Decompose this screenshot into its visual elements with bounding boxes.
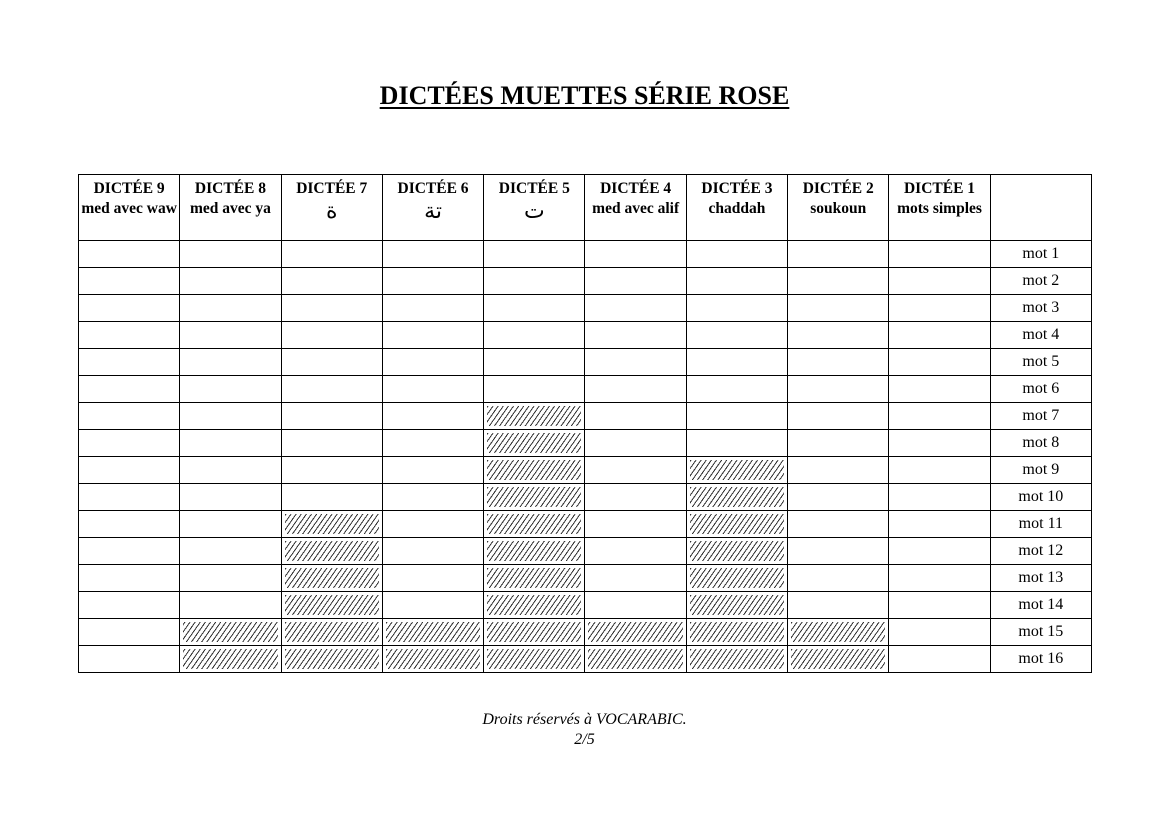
- answer-cell: [382, 322, 483, 349]
- answer-cell: [585, 592, 686, 619]
- hatched-cell: [484, 457, 585, 484]
- answer-cell: [79, 268, 180, 295]
- answer-cell: [585, 484, 686, 511]
- column-title: DICTÉE 4: [600, 180, 672, 197]
- hatch-pattern: [282, 538, 382, 564]
- hatch-pattern: [484, 457, 584, 483]
- answer-cell: [281, 430, 382, 457]
- column-subtitle: med avec alif: [592, 200, 680, 217]
- hatch-pattern: [282, 565, 382, 591]
- table-row: [79, 619, 1092, 646]
- hatch-pattern: [687, 646, 787, 672]
- hatched-cell: [686, 646, 787, 673]
- hatch-pattern: [484, 565, 584, 591]
- hatched-cell: [686, 484, 787, 511]
- hatch-pattern: [282, 619, 382, 645]
- answer-cell: [180, 565, 281, 592]
- column-header: [79, 175, 180, 241]
- answer-cell: [889, 646, 990, 673]
- hatched-cell: [382, 619, 483, 646]
- answer-cell: [889, 322, 990, 349]
- rights-notice: Droits réservés à VOCARABIC.: [482, 711, 687, 728]
- hatch-pattern: [282, 646, 382, 672]
- answer-cell: [889, 619, 990, 646]
- answer-cell: [79, 619, 180, 646]
- hatched-cell: [585, 646, 686, 673]
- column-subtitle: med avec ya: [189, 200, 271, 217]
- answer-cell: [686, 403, 787, 430]
- answer-cell: [382, 538, 483, 565]
- hatch-pattern: [687, 538, 787, 564]
- answer-cell: [79, 376, 180, 403]
- answer-cell: [788, 349, 889, 376]
- row-label: mot 8: [990, 430, 1091, 457]
- hatched-cell: [281, 619, 382, 646]
- hatch-pattern: [484, 592, 584, 618]
- row-label: mot 10: [990, 484, 1091, 511]
- answer-cell: [788, 322, 889, 349]
- answer-cell: [889, 376, 990, 403]
- answer-cell: [382, 403, 483, 430]
- hatched-cell: [788, 646, 889, 673]
- answer-cell: [788, 484, 889, 511]
- hatched-cell: [281, 592, 382, 619]
- answer-cell: [79, 430, 180, 457]
- answer-cell: [788, 430, 889, 457]
- answer-cell: [788, 403, 889, 430]
- column-title: DICTÉE 5: [498, 180, 570, 197]
- hatched-cell: [281, 538, 382, 565]
- hatch-pattern: [484, 484, 584, 510]
- hatched-cell: [484, 484, 585, 511]
- answer-cell: [889, 565, 990, 592]
- answer-cell: [180, 241, 281, 268]
- hatched-cell: [281, 565, 382, 592]
- answer-cell: [180, 295, 281, 322]
- answer-cell: [281, 349, 382, 376]
- answer-cell: [686, 430, 787, 457]
- answer-cell: [889, 511, 990, 538]
- table-row: [79, 430, 1092, 457]
- column-title: DICTÉE 3: [701, 180, 773, 197]
- row-label: mot 15: [990, 619, 1091, 646]
- table-row: [79, 241, 1092, 268]
- hatched-cell: [686, 457, 787, 484]
- answer-cell: [79, 403, 180, 430]
- column-header: [281, 175, 382, 241]
- column-title: DICTÉE 7: [296, 180, 368, 197]
- answer-cell: [686, 376, 787, 403]
- answer-cell: [79, 565, 180, 592]
- table-body: [79, 241, 1092, 673]
- answer-cell: [281, 457, 382, 484]
- answer-cell: [585, 349, 686, 376]
- answer-cell: [889, 484, 990, 511]
- hatched-cell: [180, 619, 281, 646]
- hatched-cell: [484, 403, 585, 430]
- hatched-cell: [382, 646, 483, 673]
- hatch-pattern: [788, 619, 888, 645]
- row-label: mot 6: [990, 376, 1091, 403]
- hatch-pattern: [383, 646, 483, 672]
- answer-cell: [585, 430, 686, 457]
- answer-cell: [585, 538, 686, 565]
- column-header: [484, 175, 585, 241]
- answer-cell: [585, 403, 686, 430]
- column-subtitle: chaddah: [708, 200, 766, 217]
- hatch-pattern: [687, 511, 787, 537]
- answer-cell: [180, 376, 281, 403]
- column-header: [585, 175, 686, 241]
- answer-cell: [484, 376, 585, 403]
- column-title: DICTÉE 8: [194, 180, 266, 197]
- answer-cell: [79, 349, 180, 376]
- answer-cell: [686, 322, 787, 349]
- row-label: mot 16: [990, 646, 1091, 673]
- answer-cell: [281, 241, 382, 268]
- table-row: [79, 592, 1092, 619]
- answer-cell: [79, 511, 180, 538]
- hatch-pattern: [687, 457, 787, 483]
- page-title: DICTÉES MUETTES SÉRIE ROSE: [379, 81, 790, 110]
- hatched-cell: [484, 511, 585, 538]
- hatched-cell: [484, 565, 585, 592]
- row-label: mot 2: [990, 268, 1091, 295]
- answer-cell: [382, 511, 483, 538]
- answer-cell: [281, 376, 382, 403]
- answer-cell: [180, 268, 281, 295]
- answer-cell: [686, 268, 787, 295]
- answer-cell: [686, 349, 787, 376]
- answer-cell: [79, 538, 180, 565]
- row-label: mot 3: [990, 295, 1091, 322]
- table-row: [79, 538, 1092, 565]
- answer-cell: [889, 241, 990, 268]
- table-row: [79, 565, 1092, 592]
- column-header: [889, 175, 990, 241]
- hatched-cell: [484, 592, 585, 619]
- answer-cell: [382, 592, 483, 619]
- answer-cell: [585, 457, 686, 484]
- answer-cell: [889, 349, 990, 376]
- answer-cell: [281, 268, 382, 295]
- answer-cell: [79, 592, 180, 619]
- answer-cell: [382, 295, 483, 322]
- hatch-pattern: [585, 646, 685, 672]
- answer-cell: [585, 565, 686, 592]
- answer-cell: [79, 457, 180, 484]
- answer-cell: [788, 511, 889, 538]
- hatched-cell: [585, 619, 686, 646]
- answer-cell: [585, 295, 686, 322]
- answer-cell: [686, 295, 787, 322]
- hatch-pattern: [484, 646, 584, 672]
- answer-cell: [889, 403, 990, 430]
- table-row: [79, 376, 1092, 403]
- answer-cell: [382, 241, 483, 268]
- hatch-pattern: [383, 619, 483, 645]
- answer-cell: [484, 349, 585, 376]
- answer-cell: [79, 241, 180, 268]
- answer-cell: [585, 322, 686, 349]
- hatched-cell: [686, 619, 787, 646]
- answer-cell: [484, 295, 585, 322]
- hatch-pattern: [180, 646, 280, 672]
- hatch-pattern: [788, 646, 888, 672]
- column-title: DICTÉE 9: [93, 180, 165, 197]
- answer-cell: [281, 322, 382, 349]
- column-header: [788, 175, 889, 241]
- answer-cell: [180, 592, 281, 619]
- row-label: mot 13: [990, 565, 1091, 592]
- table-row: [79, 268, 1092, 295]
- hatch-pattern: [484, 511, 584, 537]
- table-row: [79, 322, 1092, 349]
- answer-cell: [382, 457, 483, 484]
- column-title: DICTÉE 6: [397, 180, 469, 197]
- answer-cell: [79, 646, 180, 673]
- column-header: [990, 175, 1091, 241]
- answer-cell: [79, 295, 180, 322]
- hatched-cell: [686, 592, 787, 619]
- answer-cell: [281, 484, 382, 511]
- answer-cell: [889, 295, 990, 322]
- hatch-pattern: [484, 538, 584, 564]
- answer-cell: [585, 376, 686, 403]
- column-title: DICTÉE 2: [802, 180, 874, 197]
- answer-cell: [180, 511, 281, 538]
- row-label: mot 4: [990, 322, 1091, 349]
- answer-cell: [585, 268, 686, 295]
- hatch-pattern: [484, 403, 584, 429]
- table-row: [79, 646, 1092, 673]
- answer-cell: [788, 241, 889, 268]
- answer-cell: [788, 565, 889, 592]
- hatched-cell: [281, 646, 382, 673]
- hatch-pattern: [282, 592, 382, 618]
- answer-cell: [889, 268, 990, 295]
- column-arabic-letter: ت: [523, 199, 545, 224]
- answer-cell: [180, 403, 281, 430]
- table-row: [79, 295, 1092, 322]
- answer-cell: [788, 376, 889, 403]
- column-subtitle: mots simples: [897, 200, 982, 217]
- column-header: [180, 175, 281, 241]
- answer-cell: [788, 295, 889, 322]
- table-row: [79, 457, 1092, 484]
- hatched-cell: [484, 538, 585, 565]
- column-arabic-letter: تة: [424, 199, 442, 224]
- answer-cell: [79, 484, 180, 511]
- hatched-cell: [484, 619, 585, 646]
- column-header: [382, 175, 483, 241]
- answer-cell: [788, 538, 889, 565]
- answer-cell: [788, 268, 889, 295]
- hatched-cell: [686, 565, 787, 592]
- column-arabic-letter: ة: [325, 199, 338, 224]
- column-subtitle: med avec waw: [81, 200, 177, 217]
- row-label: mot 1: [990, 241, 1091, 268]
- answer-cell: [889, 538, 990, 565]
- answer-cell: [180, 430, 281, 457]
- answer-cell: [79, 322, 180, 349]
- header-row: [79, 175, 1092, 241]
- answer-cell: [382, 268, 483, 295]
- table-row: [79, 484, 1092, 511]
- hatch-pattern: [484, 430, 584, 456]
- table-row: [79, 403, 1092, 430]
- row-label: mot 14: [990, 592, 1091, 619]
- hatch-pattern: [687, 565, 787, 591]
- answer-cell: [382, 565, 483, 592]
- row-label: mot 9: [990, 457, 1091, 484]
- answer-cell: [484, 268, 585, 295]
- column-subtitle: soukoun: [810, 200, 867, 217]
- hatch-pattern: [687, 592, 787, 618]
- answer-cell: [382, 349, 483, 376]
- answer-cell: [180, 349, 281, 376]
- answer-cell: [484, 322, 585, 349]
- page-number: 2/5: [574, 731, 595, 748]
- table-row: [79, 511, 1092, 538]
- row-label: mot 5: [990, 349, 1091, 376]
- hatched-cell: [686, 538, 787, 565]
- answer-cell: [889, 457, 990, 484]
- hatch-pattern: [282, 511, 382, 537]
- answer-cell: [788, 592, 889, 619]
- answer-cell: [585, 511, 686, 538]
- answer-cell: [788, 457, 889, 484]
- answer-cell: [585, 241, 686, 268]
- answer-cell: [382, 376, 483, 403]
- answer-cell: [180, 322, 281, 349]
- answer-cell: [180, 484, 281, 511]
- hatch-pattern: [484, 619, 584, 645]
- dictee-table: [78, 174, 1092, 673]
- answer-cell: [484, 241, 585, 268]
- column-title: DICTÉE 1: [903, 180, 976, 197]
- column-header: [686, 175, 787, 241]
- answer-cell: [686, 241, 787, 268]
- answer-cell: [180, 457, 281, 484]
- row-label: mot 11: [990, 511, 1091, 538]
- answer-cell: [889, 592, 990, 619]
- row-label: mot 7: [990, 403, 1091, 430]
- hatch-pattern: [180, 619, 280, 645]
- hatch-pattern: [687, 619, 787, 645]
- hatch-pattern: [687, 484, 787, 510]
- hatch-pattern: [585, 619, 685, 645]
- footer: [0, 710, 1169, 750]
- answer-cell: [180, 538, 281, 565]
- hatched-cell: [484, 430, 585, 457]
- hatched-cell: [180, 646, 281, 673]
- answer-cell: [382, 430, 483, 457]
- table-row: [79, 349, 1092, 376]
- answer-cell: [281, 403, 382, 430]
- hatched-cell: [686, 511, 787, 538]
- row-label: mot 12: [990, 538, 1091, 565]
- answer-cell: [281, 295, 382, 322]
- answer-cell: [382, 484, 483, 511]
- hatched-cell: [281, 511, 382, 538]
- hatched-cell: [788, 619, 889, 646]
- answer-cell: [889, 430, 990, 457]
- hatched-cell: [484, 646, 585, 673]
